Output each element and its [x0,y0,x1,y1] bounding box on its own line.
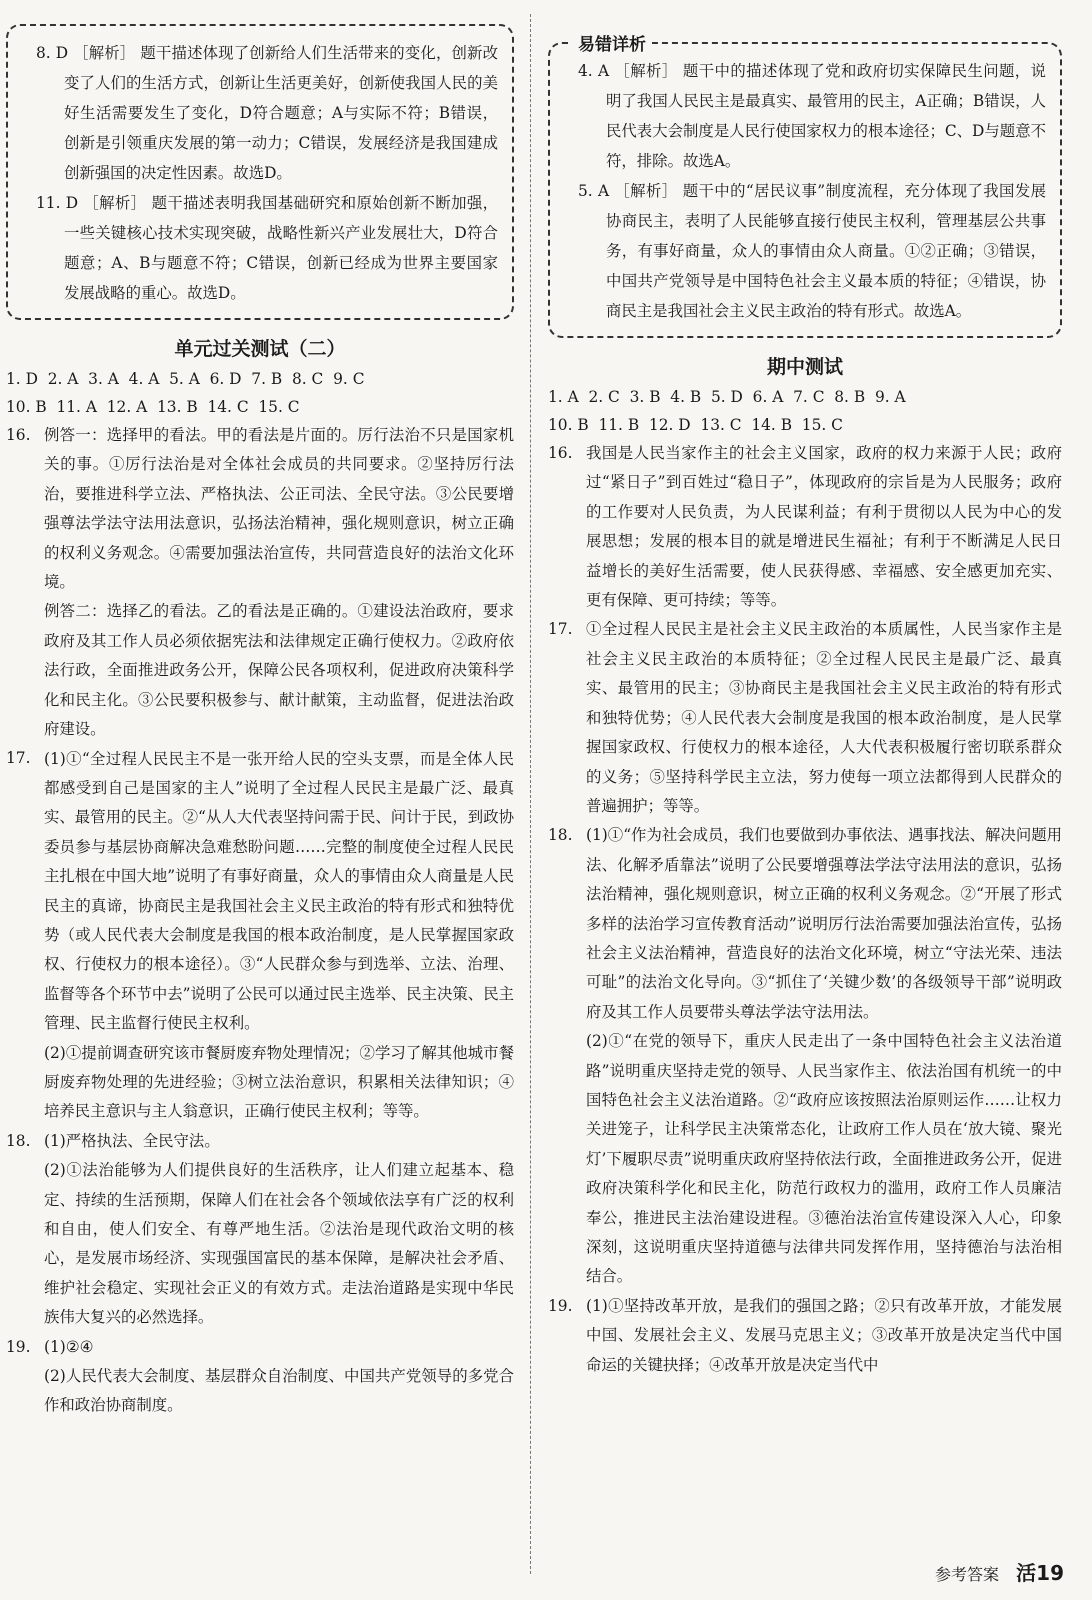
question-number: 17. [548,620,573,639]
box-title: 易错详析 [572,30,652,55]
answer-paragraph: 我国是人民当家作主的社会主义国家，政府的权力来源于人民；政府过“紧日子”到百姓过“稳日子”，体现政府的宗旨是为人民服务；政府的工作要对人民负责，为人民谋利益；有利于贯彻以人民为中心的发展思想；发展的根本目的就是增进民生福祉；有利于不断满足人民日益增长的美好生活需要，使人民获得感、幸福感、安全感更加充实、更有保障、更可持续；等等。 [586,444,1062,610]
box-item: 11. D ［解析］ 题干描述表明我国基础研究和原始创新不断加强，一些关键核心技术实现突破，战略性新兴产业发展壮大，D符合题意；A、B与题意不符；C错误，创新已经成为世界主要国家发展战略的重心。故选D。 [36,194,498,302]
answer-paragraph: 例答一：选择甲的看法。甲的看法是片面的。厉行法治不只是国家机关的事。①厉行法治是对全体社会成员的共同要求。②坚持厉行法治，要推进科学立法、严格执法、公正司法、全民守法。③公民要增强尊法学法守法用法意识，弘扬法治精神，强化规则意识，树立正确的权利义务观念。④需要加强法治宣传，共同营造良好的法治文化环境。 [44,426,514,592]
question-body [548,439,1062,615]
question-18 [6,1127,514,1333]
page-number: 活19 [1016,1561,1064,1585]
answer-paragraph: (2)①“在党的领导下，重庆人民走出了一条中国特色社会主义法治道路”说明重庆坚持走党的领导、人民当家作主、依法治国有机统一的中国特色社会主义法治道路。②“政府应该按照法治原则运作……让权力关进笼子，让科学民主决策常态化，让政府工作人员在‘放大镜、聚光灯’下履职尽责”说明重庆政府坚持依法行政，全面推进政务公开，促进政府决策科学化和民主化，防范行政权力的滥用，政府工作人员廉洁奉公，推进民主法治建设进程。③德治法治宣传建设深入人心，印象深刻，这说明重庆坚持道德与法律共同发挥作用，坚持德治与法治相结合。 [586,1032,1062,1286]
answer-paragraph: (1)①坚持改革开放，是我们的强国之路；②只有改革开放，才能发展中国、发展社会主义、发展马克思主义；③改革开放是决定当代中国命运的关键抉择；④改革开放是决定当代中 [586,1296,1062,1374]
answer-paragraph: (1)②④ [44,1337,94,1356]
answer-paragraph: (1)①“作为社会成员，我们也要做到办事依法、遇事找法、解决问题用法、化解矛盾靠法”说明了公民要增强尊法学法守法用法的意识，弘扬法治精神，强化规则意识，树立正确的权利义务观念。②“开展了形式多样的法治学习宣传教育活动”说明厉行法治需要加强法治宣传，弘扬社会主义法治精神，营造良好的法治文化环境，树立“守法光荣、违法可耻”的法治文化导向。③“抓住了‘关键少数’的各级领导干部”说明政府及其工作人员要带头尊法学法守法用法。 [586,826,1062,1021]
question-number: 16. [6,426,31,444]
page-footer [935,1557,1064,1586]
choice-answers-line: 1. A 2. C 3. B 4. B 5. D 6. A 7. C 8. B 9. A [548,388,906,406]
footer-label: 参考答案 [935,1565,1000,1584]
error-analysis-box [548,35,1062,338]
question-19 [6,1333,514,1421]
section-heading-unit-test-2: 单元过关测试（二） [174,338,346,360]
section-heading-midterm: 期中测试 [766,356,843,378]
choice-answers-line: 10. B 11. B 12. D 13. C 14. B 15. C [548,416,843,434]
question-body [548,615,1062,821]
analysis-box-left [6,24,514,320]
question-19 [548,1292,1062,1380]
question-17 [6,744,514,1126]
question-number: 18. [548,826,573,845]
box-item: 5. A ［解析］ 题干中的“居民议事”制度流程，充分体现了我国发展协商民主，表明了人民能够直接行使民主权利，管理基层公共事务，有事好商量，众人的事情由众人商量。①②正确；③错误，中国共产党领导是中国特色社会主义最本质的特征；④错误，协商民主是我国社会主义民主政治的特有形式。故选A。 [578,182,1046,320]
question-number: 19. [548,1296,573,1315]
question-18 [548,821,1062,1292]
question-body [548,821,1062,1292]
question-number: 16. [548,444,573,462]
box-item: 4. A ［解析］ 题干中的描述体现了党和政府切实保障民生问题，说明了我国人民民主是最真实、最管用的民主，A正确；B错误，人民代表大会制度是人民行使国家权力的根本途径；C、D与题意不符，排除。故选A。 [578,62,1046,170]
box-item: 8. D ［解析］ 题干描述体现了创新给人们生活带来的变化，创新改变了人们的生活方式，创新让生活更美好，创新使我国人民的美好生活需要发生了变化，D符合题意；A与实际不符；B错误，创新是引领重庆发展的第一动力；C错误，发展经济是我国建成创新强国的决定性因素。故选D。 [36,44,498,182]
left-column [6,24,514,1421]
question-body [6,1333,514,1421]
question-number: 18. [6,1131,31,1150]
question-number: 19. [6,1337,31,1356]
answer-paragraph: (2)①提前调查研究该市餐厨废弃物处理情况；②学习了解其他城市餐厨废弃物处理的先进经验；③树立法治意识，积累相关法律知识；④培养民主意识与主人翁意识，正确行使民主权利；等等。 [44,1043,514,1121]
answer-paragraph: ①全过程人民民主是社会主义民主政治的本质属性，人民当家作主是社会主义民主政治的本质特征；②全过程人民民主是最广泛、最真实、最管用的民主；③协商民主是我国社会主义民主政治的特有形式和独特优势；④人民代表大会制度是我国的根本政治制度，是人民掌握国家政权、行使权力的根本途径，人大代表积极履行密切联系群众的义务；⑤坚持科学民主立法，努力使每一项立法都得到人民群众的普遍拥护；等等。 [586,620,1062,815]
question-body [6,421,514,744]
question-number: 17. [6,749,31,768]
question-body [6,745,514,1127]
answer-paragraph: 例答二：选择乙的看法。乙的看法是正确的。①建设法治政府，要求政府及其工作人员必须依据宪法和法律规定正确行使权力。②政府依法行政，全面推进政务公开，保障公民各项权利，促进政府决策科学化和民主化。③公民要积极参与、献计献策，主动监督，促进法治政府建设。 [44,602,514,739]
answer-paragraph: (1)严格执法、全民守法。 [44,1131,220,1150]
choice-answers-line: 1. D 2. A 3. A 4. A 5. A 6. D 7. B 8. C 9. C [6,370,365,388]
question-16 [548,439,1062,615]
answer-paragraph: (2)①法治能够为人们提供良好的生活秩序，让人们建立起基本、稳定、持续的生活预期，保障人们在社会各个领域依法享有广泛的权利和自由，使人们安全、有尊严地生活。②法治是现代政治文明的核心，是发展市场经济、实现强国富民的基本保障，是解决社会矛盾、维护社会稳定、实现社会正义的有效方式。走法治道路是实现中华民族伟大复兴的必然选择。 [44,1161,514,1327]
question-17 [548,615,1062,821]
question-16 [6,421,514,744]
right-column [548,24,1062,1380]
column-divider [530,14,531,1574]
question-body [548,1292,1062,1380]
answer-paragraph: (1)①“全过程人民民主不是一张开给人民的空头支票，而是全体人民都感受到自己是国家的主人”说明了全过程人民民主是最广泛、最真实、最管用的民主。②“从人大代表坚持问需于民、问计于民，到政协委员参与基层协商解决急难愁盼问题……完整的制度使全过程人民民主扎根在中国大地”说明了有事好商量，众人的事情由众人商量是人民民主的真谛，协商民主是我国社会主义民主政治的特有形式和独特优势（或人民代表大会制度是我国的根本政治制度，是人民掌握国家政权、行使权力的根本途径）。③“人民群众参与到选举、立法、治理、监督等各个环节中去”说明了公民可以通过民主选举、民主决策、民主管理、民主监督行使民主权利。 [44,749,514,1033]
choice-answers-line: 10. B 11. A 12. A 13. B 14. C 15. C [6,398,300,416]
answer-paragraph: (2)人民代表大会制度、基层群众自治制度、中国共产党领导的多党合作和政治协商制度。 [44,1367,514,1415]
question-body [6,1127,514,1333]
